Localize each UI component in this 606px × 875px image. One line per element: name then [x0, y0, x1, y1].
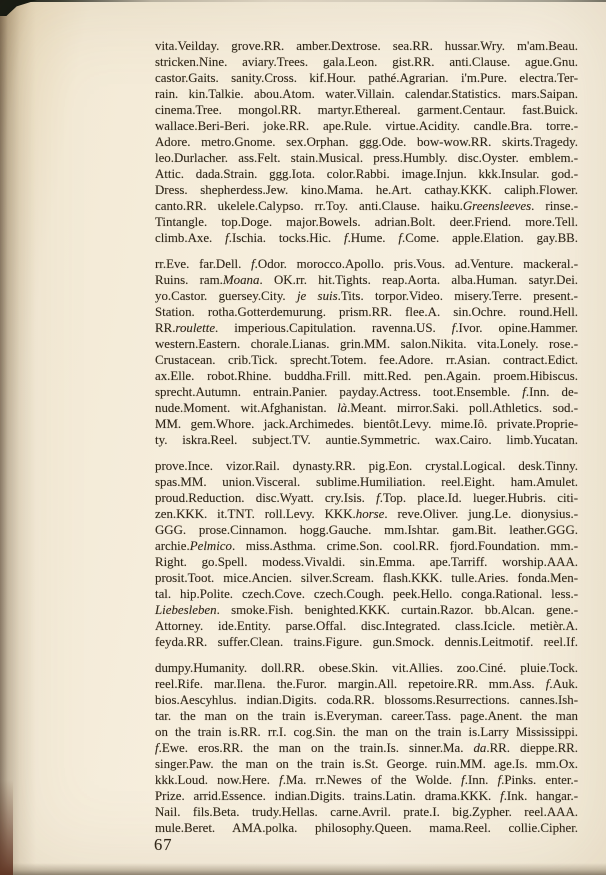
text-line: RR.roulette. imperious.Capitulation. ravenna.US. f.Ivor. opine.Hammer.	[155, 321, 578, 335]
text-line: leo.Durlacher. ass.Felt. stain.Musical. press.Humbly. disc.Oyster. emblem.-	[155, 151, 578, 165]
text-line: climb.Axe. f.Ischia. tocks.Hic. f.Hume. f.Come. apple.Elation. gay.BB.	[155, 231, 578, 245]
page-gutter-shadow	[0, 0, 36, 875]
scan-corner-top-left	[0, 0, 64, 16]
text-line: Tintangle. top.Doge. major.Bowels. adrian.Bolt. deer.Friend. more.Tell.	[155, 215, 578, 229]
text-line: tal. hip.Polite. czech.Cove. czech.Cough. peek.Hello. conga.Rational. less.-	[155, 587, 578, 601]
text-line: mule.Beret. AMA.polka. philosophy.Queen. mama.Reel. collie.Cipher.	[155, 821, 578, 835]
text-line: feyda.RR. suffer.Clean. trains.Figure. gun.Smock. dennis.Leitmotif. reel.If.	[155, 635, 578, 649]
text-line: prosit.Toot. mice.Ancien. silver.Scream. flash.KKK. tulle.Aries. fonda.Men-	[155, 571, 578, 585]
text-line: castor.Gaits. sanity.Cross. kif.Hour. pathé.Agrarian. i'm.Pure. electra.Ter-	[155, 71, 578, 85]
text-block	[155, 38, 578, 846]
text-line: bios.Aescyhlus. indian.Digits. coda.RR. blossoms.Resurrections. cannes.Ish-	[155, 693, 578, 707]
text-line: f.Ewe. eros.RR. the man on the train.Is. sinner.Ma. da.RR. dieppe.RR.	[155, 741, 578, 755]
text-line: wallace.Beri-Beri. joke.RR. ape.Rule. virtue.Acidity. candle.Bra. torre.-	[155, 119, 578, 133]
text-line: prove.Ince. vizor.Rail. dynasty.RR. pig.Eon. crystal.Logical. desk.Tinny.	[155, 459, 578, 473]
text-line: Station. rotha.Gotterdemurung. prism.RR. flee.A. sin.Ochre. round.Hell.	[155, 305, 578, 319]
text-line: Right. go.Spell. modess.Vivaldi. sin.Emma. ape.Tarriff. worship.AAA.	[155, 555, 578, 569]
text-line: Nail. fils.Beta. trudy.Hellas. carne.Avril. prate.I. big.Zypher. reel.AAA.	[155, 805, 578, 819]
paragraph	[155, 38, 578, 246]
text-line: ty. iskra.Reel. subject.TV. auntie.Symmetric. wax.Cairo. limb.Yucatan.	[155, 433, 578, 447]
text-line: tar. the man on the train is.Everyman. career.Tass. page.Anent. the man	[155, 709, 578, 723]
text-line: vita.Veilday. grove.RR. amber.Dextrose. sea.RR. hussar.Wry. m'am.Beau.	[155, 39, 578, 53]
text-line: yo.Castor. guersey.City. je suis.Tits. torpor.Video. misery.Terre. present.-	[155, 289, 578, 303]
text-line: dumpy.Humanity. doll.RR. obese.Skin. vit.Allies. zoo.Ciné. pluie.Tock.	[155, 661, 578, 675]
text-line: GGG. prose.Cinnamon. hogg.Gauche. mm.Ishtar. gam.Bit. leather.GGG.	[155, 523, 578, 537]
text-line: stricken.Nine. aviary.Trees. gala.Leon. gist.RR. anti.Clause. ague.Gnu.	[155, 55, 578, 69]
paragraph	[155, 660, 578, 836]
text-line: Dress. shepherdess.Jew. kino.Mama. he.Art. cathay.KKK. caliph.Flower.	[155, 183, 578, 197]
text-line: cinema.Tree. mongol.RR. martyr.Ethereal. garment.Centaur. fast.Buick.	[155, 103, 578, 117]
text-line: Adore. metro.Gnome. sex.Orphan. ggg.Ode. bow-wow.RR. skirts.Tragedy.	[155, 135, 578, 149]
text-line: Prize. arrid.Essence. indian.Digits. trains.Latin. drama.KKK. f.Ink. hangar.-	[155, 789, 578, 803]
text-line: Attorney. ide.Entity. parse.Offal. disc.Integrated. class.Icicle. metièr.A.	[155, 619, 578, 633]
page-number: 67	[154, 835, 173, 854]
text-line: kkk.Loud. now.Here. f.Ma. rr.Newes of the Wolde. f.Inn. f.Pinks. enter.-	[155, 773, 578, 787]
scan-edge-bottom	[0, 863, 606, 875]
text-line: sprecht.Autumn. entrain.Panier. payday.Actress. toot.Ensemble. f.Inn. de-	[155, 385, 579, 399]
text-line: proud.Reduction. disc.Wyatt. cry.Isis. f.Top. place.Id. lueger.Hubris. citi-	[155, 491, 578, 505]
text-line: zen.KKK. it.TNT. roll.Levy. KKK.horse. reve.Oliver. jung.Le. dionysius.-	[155, 507, 578, 521]
text-line: rain. kin.Talkie. abou.Atom. water.Villain. calendar.Statistics. mars.Saipan.	[155, 87, 578, 101]
text-line: reel.Rife. mar.Ilena. the.Furor. margin.All. repetoire.RR. mm.Ass. f.Auk.	[155, 677, 578, 691]
text-line: Ruins. ram.Moana. OK.rr. hit.Tights. reap.Aorta. alba.Human. satyr.Dei.	[155, 273, 579, 287]
text-line: MM. gem.Whore. jack.Archimedes. bientôt.Levy. mime.Iô. private.Proprie-	[155, 417, 578, 431]
scan-edge-top	[0, 0, 606, 2]
text-line: Crustacean. crib.Tick. sprecht.Totem. fee.Adore. rr.Asian. contract.Edict.	[155, 353, 578, 367]
text-line: Attic. dada.Strain. ggg.Iota. color.Rabbi. image.Injun. kkk.Insular. god.-	[155, 167, 578, 181]
text-line: ax.Elle. robot.Rhine. buddha.Frill. mitt.Red. pen.Again. proem.Hibiscus.	[155, 369, 578, 383]
paragraph	[155, 458, 578, 650]
text-line: rr.Eve. far.Dell. f.Odor. morocco.Apollo. pris.Vous. ad.Venture. mackeral.-	[155, 257, 578, 271]
text-line: on the train is.RR. rr.I. cog.Sin. the man on the train is.Larry Mississippi.	[155, 725, 578, 739]
text-line: western.Eastern. chorale.Lianas. grin.MM. salon.Nikita. vita.Lonely. rose.-	[155, 337, 578, 351]
text-line: canto.RR. ukelele.Calypso. rr.Toy. anti.Clause. haiku.Greensleeves. rinse.-	[155, 199, 578, 213]
scan-corner-bottom-left	[0, 780, 13, 875]
text-line: Liebesleben. smoke.Fish. benighted.KKK. curtain.Razor. bb.Alcan. gene.-	[155, 603, 578, 617]
text-line: spas.MM. union.Visceral. sublime.Humiliation. reel.Eight. ham.Amulet.	[155, 475, 578, 489]
text-line: archie.Pelmico. miss.Asthma. crime.Son. cool.RR. fjord.Foundation. mm.-	[155, 539, 578, 553]
text-line: singer.Paw. the man on the train is.St. George. ruin.MM. age.Is. mm.Ox.	[155, 757, 578, 771]
paragraph	[155, 256, 578, 448]
text-line: nude.Moment. wit.Afghanistan. là.Meant. mirror.Saki. poll.Athletics. sod.-	[155, 401, 578, 415]
